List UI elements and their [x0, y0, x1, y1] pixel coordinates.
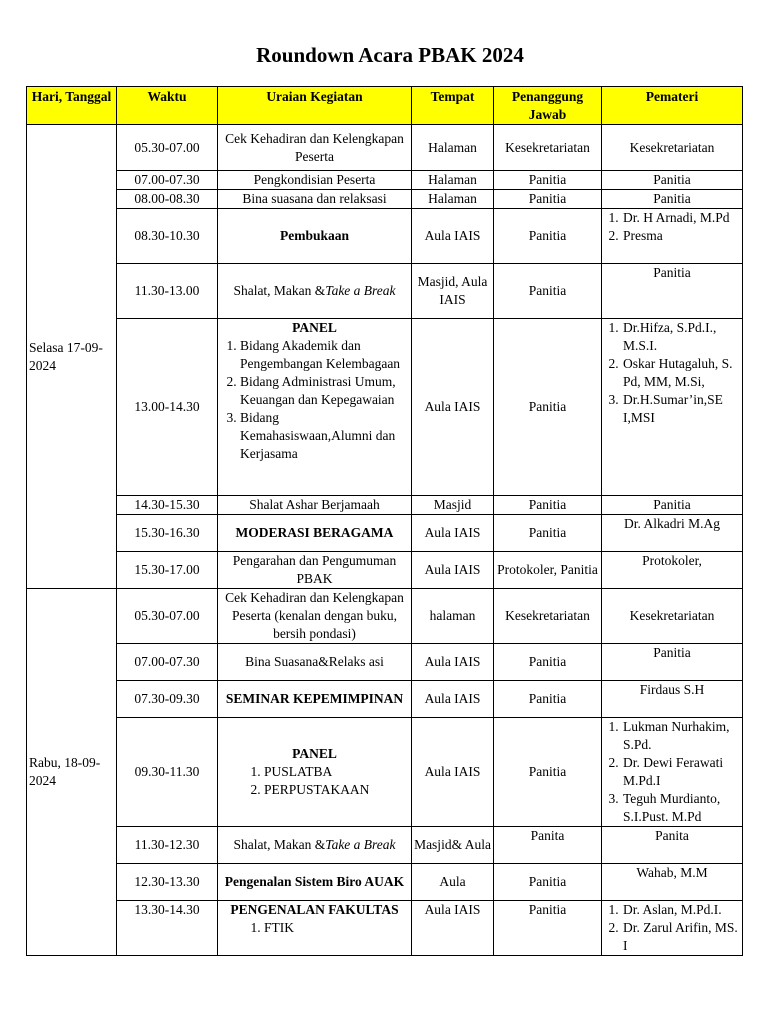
page-title: Roundown Acara PBAK 2024: [256, 43, 524, 67]
uraian-item: 3. Bidang Kemahasiswaan,Alumni dan Kerjasama: [240, 409, 409, 463]
uraian-cell: [218, 264, 412, 319]
table-row: [27, 681, 743, 718]
uraian-cell: Bina Suasana&Relaks asi: [218, 644, 412, 681]
pemateri-cell: Wahab, M.M: [602, 864, 743, 901]
pj-cell: Panitia: [494, 681, 602, 718]
uraian-item: 2. PERPUSTAKAAN: [264, 781, 409, 799]
uraian-cell: Cek Kehadiran dan Kelengkapan Peserta (kenalan dengan buku, bersih pondasi): [218, 589, 412, 644]
tempat-cell: Aula IAIS: [412, 552, 494, 589]
pemateri-cell: Panitia: [602, 264, 743, 319]
uraian-cell: [218, 827, 412, 864]
uraian-cell: Pembukaan: [218, 209, 412, 264]
pemateri-cell: Panitia: [602, 644, 743, 681]
tempat-cell: Aula IAIS: [412, 319, 494, 496]
pemateri-cell: Protokoler,: [602, 552, 743, 589]
header-pemateri: Pemateri: [602, 87, 743, 125]
pemateri-item: 3. Dr.H.Sumar’in,SE I,MSI: [622, 391, 740, 427]
header-tempat: Tempat: [412, 87, 494, 125]
waktu-cell: 07.00-07.30: [117, 644, 218, 681]
uraian-cell: MODERASI BERAGAMA: [218, 515, 412, 552]
pemateri-cell: Panita: [602, 827, 743, 864]
uraian-cell: Pengkondisian Peserta: [218, 171, 412, 190]
pj-cell: Panitia: [494, 190, 602, 209]
uraian-title: PENGENALAN FAKULTAS: [230, 902, 399, 917]
pj-cell: Panitia: [494, 718, 602, 827]
table-row: [27, 171, 743, 190]
uraian-cell: [218, 718, 412, 827]
uraian-cell: Pengarahan dan Pengumuman PBAK: [218, 552, 412, 589]
pj-cell: Panitia: [494, 515, 602, 552]
table-row: [27, 718, 743, 827]
pj-cell: Panitia: [494, 171, 602, 190]
uraian-cell: Cek Kehadiran dan Kelengkapan Peserta: [218, 125, 412, 171]
tempat-cell: Masjid: [412, 496, 494, 515]
pemateri-item: 1. Dr. Aslan, M.Pd.I.: [622, 901, 740, 919]
uraian-cell: Pengenalan Sistem Biro AUAK: [218, 864, 412, 901]
pj-cell: Panitia: [494, 496, 602, 515]
pemateri-cell: [602, 718, 743, 827]
pj-cell: Panitia: [494, 644, 602, 681]
table-row: [27, 264, 743, 319]
waktu-cell: 05.30-07.00: [117, 125, 218, 171]
uraian-cell: Bina suasana dan relaksasi: [218, 190, 412, 209]
waktu-cell: 14.30-15.30: [117, 496, 218, 515]
pemateri-item: 1. Lukman Nurhakim, S.Pd.: [622, 718, 740, 754]
uraian-item: 2. Bidang Administrasi Umum, Keuangan dan Kepegawaian: [240, 373, 409, 409]
pemateri-cell: Panitia: [602, 496, 743, 515]
pj-cell: Panitia: [494, 264, 602, 319]
pj-cell: Panitia: [494, 901, 602, 956]
pj-cell: Kesekretariatan: [494, 589, 602, 644]
table-row: [27, 589, 743, 644]
pemateri-item: 2. Presma: [622, 227, 740, 245]
uraian-cell: [218, 901, 412, 956]
pemateri-cell: [602, 319, 743, 496]
tempat-cell: Aula: [412, 864, 494, 901]
header-hari: Hari, Tanggal: [27, 87, 117, 125]
tempat-cell: Aula IAIS: [412, 515, 494, 552]
table-row: [27, 901, 743, 956]
table-row: [27, 827, 743, 864]
waktu-cell: 12.30-13.30: [117, 864, 218, 901]
tempat-cell: Halaman: [412, 190, 494, 209]
pj-cell: Kesekretariatan: [494, 125, 602, 171]
tempat-cell: Halaman: [412, 125, 494, 171]
tempat-cell: Halaman: [412, 171, 494, 190]
waktu-cell: 11.30-12.30: [117, 827, 218, 864]
uraian-cell: [218, 319, 412, 496]
table-row: [27, 209, 743, 264]
pemateri-cell: Panitia: [602, 190, 743, 209]
pemateri-cell: Kesekretariatan: [602, 589, 743, 644]
pemateri-item: 2. Dr. Dewi Ferawati M.Pd.I: [622, 754, 740, 790]
pemateri-item: 3. Teguh Murdianto, S.I.Pust. M.Pd: [622, 790, 740, 826]
uraian-text-italic: Take a Break: [325, 283, 396, 298]
waktu-cell: 15.30-17.00: [117, 552, 218, 589]
tempat-cell: Aula IAIS: [412, 718, 494, 827]
uraian-item: 1. PUSLATBA: [264, 763, 409, 781]
tempat-cell: halaman: [412, 589, 494, 644]
uraian-cell: SEMINAR KEPEMIMPINAN: [218, 681, 412, 718]
waktu-cell: 11.30-13.00: [117, 264, 218, 319]
waktu-cell: 08.30-10.30: [117, 209, 218, 264]
uraian-title: PANEL: [292, 746, 337, 761]
pemateri-cell: [602, 901, 743, 956]
day-cell-rabu: Rabu, 18-09-2024: [27, 589, 117, 956]
uraian-text-italic: Take a Break: [325, 837, 396, 852]
table-row: [27, 190, 743, 209]
waktu-cell: 08.00-08.30: [117, 190, 218, 209]
day-cell-selasa: Selasa 17-09-2024: [27, 125, 117, 589]
tempat-cell: Aula IAIS: [412, 901, 494, 956]
pj-cell: Panita: [494, 827, 602, 864]
pemateri-cell: [602, 209, 743, 264]
pemateri-cell: Firdaus S.H: [602, 681, 743, 718]
pemateri-item: 2. Oskar Hutagaluh, S. Pd, MM, M.Si,: [622, 355, 740, 391]
table-row: [27, 496, 743, 515]
uraian-title: PANEL: [292, 320, 337, 335]
pj-cell: Panitia: [494, 319, 602, 496]
rundown-table: [26, 86, 743, 956]
pemateri-cell: Panitia: [602, 171, 743, 190]
pemateri-item: 1. Dr. H Arnadi, M.Pd: [622, 209, 740, 227]
waktu-cell: 13.30-14.30: [117, 901, 218, 956]
waktu-cell: 07.30-09.30: [117, 681, 218, 718]
waktu-cell: 09.30-11.30: [117, 718, 218, 827]
tempat-cell: Masjid& Aula: [412, 827, 494, 864]
waktu-cell: 07.00-07.30: [117, 171, 218, 190]
uraian-text: Shalat, Makan &: [233, 283, 326, 298]
table-row: [27, 644, 743, 681]
pemateri-item: 2. Dr. Zarul Arifin, MS. I: [622, 919, 740, 955]
tempat-cell: Aula IAIS: [412, 644, 494, 681]
uraian-cell: Shalat Ashar Berjamaah: [218, 496, 412, 515]
pj-cell: Panitia: [494, 864, 602, 901]
pj-cell: Panitia: [494, 209, 602, 264]
waktu-cell: 13.00-14.30: [117, 319, 218, 496]
table-row: [27, 515, 743, 552]
tempat-cell: Aula IAIS: [412, 681, 494, 718]
header-uraian: Uraian Kegiatan: [218, 87, 412, 125]
waktu-cell: 15.30-16.30: [117, 515, 218, 552]
table-header-row: [27, 87, 743, 125]
pemateri-cell: Dr. Alkadri M.Ag: [602, 515, 743, 552]
uraian-text: Shalat, Makan &: [233, 837, 326, 852]
uraian-item: 1. FTIK: [264, 919, 409, 937]
table-row: [27, 552, 743, 589]
tempat-cell: Aula IAIS: [412, 209, 494, 264]
tempat-cell: Masjid, Aula IAIS: [412, 264, 494, 319]
pj-cell: Protokoler, Panitia: [494, 552, 602, 589]
waktu-cell: 05.30-07.00: [117, 589, 218, 644]
table-row: [27, 319, 743, 496]
pemateri-item: 1. Dr.Hifza, S.Pd.I., M.S.I.: [622, 319, 740, 355]
pemateri-cell: Kesekretariatan: [602, 125, 743, 171]
header-penanggung-jawab: Penanggung Jawab: [494, 87, 602, 125]
uraian-item: 1. Bidang Akademik dan Pengembangan Kelembagaan: [240, 337, 409, 373]
table-row: [27, 864, 743, 901]
header-waktu: Waktu: [117, 87, 218, 125]
table-row: [27, 125, 743, 171]
